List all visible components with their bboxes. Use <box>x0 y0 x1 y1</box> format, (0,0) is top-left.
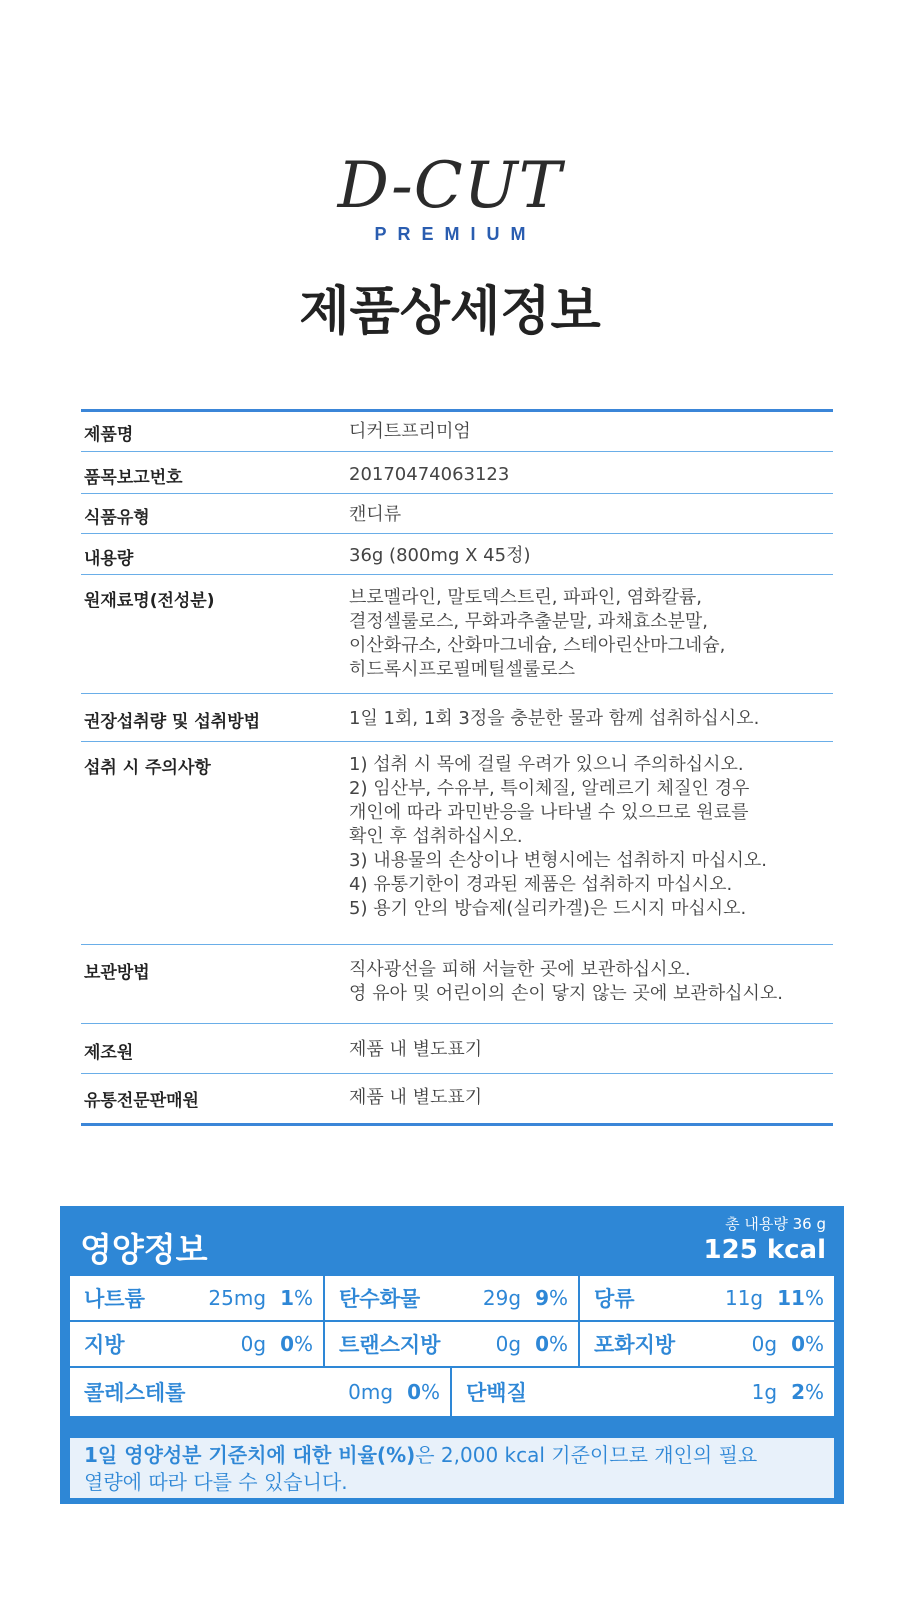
nutrient-name: 당류 <box>594 1287 635 1311</box>
info-row <box>81 1023 833 1073</box>
info-value-line: 직사광선을 피해 서늘한 곳에 보관하십시오. <box>349 959 691 980</box>
info-value-line: 4) 유통기한이 경과된 제품은 섭취하지 마십시오. <box>349 874 733 895</box>
info-label: 섭취 시 주의사항 <box>84 758 211 778</box>
nutrient-percent <box>791 1332 824 1356</box>
info-label: 유통전문판매원 <box>84 1091 199 1111</box>
nutrition-grid <box>70 1276 834 1416</box>
nutrient-percent <box>777 1286 824 1310</box>
nutrient-cell <box>580 1322 834 1366</box>
percent-value: 2 <box>791 1380 805 1404</box>
nutrition-row <box>70 1368 834 1416</box>
info-value-line: 1일 1회, 1회 3정을 충분한 물과 함께 섭취하십시오. <box>349 708 760 729</box>
footnote-rest-2: 열량에 따라 다를 수 있습니다. <box>84 1470 348 1494</box>
percent-unit: % <box>804 1332 824 1356</box>
info-label: 보관방법 <box>84 963 150 983</box>
info-value-line: 제품 내 별도표기 <box>349 1039 483 1060</box>
info-value-line: 제품 내 별도표기 <box>349 1087 483 1108</box>
info-row <box>81 741 833 944</box>
nutrition-row <box>70 1276 834 1322</box>
info-value-line: 결정셀룰로스, 무화과추출분말, 과채효소분말, <box>349 611 708 632</box>
info-row <box>81 412 833 451</box>
total-content: 총 내용량 36 g <box>725 1215 826 1233</box>
nutrient-amount: 0g <box>751 1332 778 1356</box>
percent-unit: % <box>293 1332 313 1356</box>
percent-unit: % <box>420 1380 440 1404</box>
info-value-line: 개인에 따라 과민반응을 나타낼 수 있으므로 원료를 <box>349 802 749 823</box>
info-label: 식품유형 <box>84 508 150 528</box>
percent-value: 0 <box>535 1332 549 1356</box>
nutrient-percent <box>407 1380 440 1404</box>
nutrient-amount: 25mg <box>208 1286 267 1310</box>
info-value <box>349 1086 833 1123</box>
info-value <box>349 586 833 693</box>
info-value <box>349 503 833 533</box>
nutrient-percent <box>791 1380 824 1404</box>
info-value-line: 브로멜라인, 말토덱스트린, 파파인, 염화칼륨, <box>349 587 703 608</box>
nutrition-title: 영양정보 <box>80 1230 208 1269</box>
info-value-line: 1) 섭취 시 목에 걸릴 우려가 있으니 주의하십시오. <box>349 754 744 775</box>
info-row <box>81 693 833 741</box>
nutrient-percent <box>280 1286 313 1310</box>
nutrient-percent <box>280 1332 313 1356</box>
info-value <box>349 463 833 493</box>
info-label: 원재료명(전성분) <box>84 591 215 611</box>
nutrient-cell <box>580 1276 834 1320</box>
footnote-rest: 은 2,000 kcal 기준이므로 개인의 필요 <box>415 1443 758 1467</box>
nutrient-cell <box>70 1276 325 1320</box>
info-value <box>349 420 833 451</box>
percent-unit: % <box>804 1286 824 1310</box>
logo-wordmark: D-CUT <box>337 149 563 223</box>
info-value-line: 디커트프리미엄 <box>349 421 471 442</box>
product-info-table <box>81 409 833 1126</box>
nutrient-percent <box>535 1332 568 1356</box>
info-row <box>81 533 833 574</box>
logo-subtitle: PREMIUM <box>374 224 537 244</box>
nutrient-amount: 1g <box>751 1380 778 1404</box>
percent-value: 9 <box>535 1286 549 1310</box>
info-value-line: 36g (800mg X 45정) <box>349 545 531 566</box>
info-value <box>349 1038 833 1073</box>
info-label: 내용량 <box>84 549 134 569</box>
info-value-line: 이산화규소, 산화마그네슘, 스테아린산마그네슘, <box>349 635 726 656</box>
nutrient-amount: 0mg <box>348 1380 394 1404</box>
nutrient-cell <box>325 1322 580 1366</box>
percent-unit: % <box>804 1380 824 1404</box>
info-label: 제품명 <box>84 425 134 445</box>
info-label: 품목보고번호 <box>84 468 183 488</box>
footnote-bold: 1일 영양성분 기준치에 대한 비율(%) <box>84 1443 416 1467</box>
nutrient-cell <box>70 1322 325 1366</box>
brand-logo <box>0 150 900 245</box>
info-value-line: 20170474063123 <box>349 464 510 485</box>
info-value-line: 확인 후 섭취하십시오. <box>349 826 523 847</box>
percent-unit: % <box>548 1286 568 1310</box>
info-label: 권장섭취량 및 섭취방법 <box>84 712 261 732</box>
nutrient-percent <box>535 1286 568 1310</box>
info-value-line: 3) 내용물의 손상이나 변형시에는 섭취하지 마십시오. <box>349 850 767 871</box>
nutrition-panel <box>60 1206 844 1504</box>
info-row <box>81 493 833 533</box>
nutrient-amount: 29g <box>482 1286 522 1310</box>
percent-value: 0 <box>280 1332 294 1356</box>
nutrient-name: 트랜스지방 <box>339 1333 441 1357</box>
percent-unit: % <box>293 1286 313 1310</box>
nutrient-name: 콜레스테롤 <box>84 1381 186 1405</box>
nutrient-amount: 0g <box>495 1332 522 1356</box>
total-kcal: 125 kcal <box>703 1235 826 1265</box>
info-row <box>81 944 833 1023</box>
percent-value: 0 <box>407 1380 421 1404</box>
info-label: 제조원 <box>84 1043 134 1063</box>
info-value <box>349 958 833 1023</box>
info-value-line: 캔디류 <box>349 504 402 525</box>
info-row <box>81 574 833 693</box>
info-value <box>349 753 833 944</box>
nutrient-amount: 11g <box>724 1286 764 1310</box>
nutrient-cell <box>452 1368 834 1416</box>
info-value-line: 2) 임산부, 수유부, 특이체질, 알레르기 체질인 경우 <box>349 778 750 799</box>
nutrient-cell <box>325 1276 580 1320</box>
info-value <box>349 544 833 574</box>
nutrient-name: 포화지방 <box>594 1333 676 1357</box>
percent-value: 11 <box>777 1286 805 1310</box>
percent-unit: % <box>548 1332 568 1356</box>
nutrient-name: 단백질 <box>466 1381 527 1405</box>
nutrition-row <box>70 1322 834 1368</box>
info-value <box>349 707 833 741</box>
info-row <box>81 1073 833 1123</box>
info-value-line: 히드록시프로필메틸셀룰로스 <box>349 659 576 680</box>
info-value-line: 영 유아 및 어린이의 손이 닿지 않는 곳에 보관하십시오. <box>349 983 784 1004</box>
nutrient-name: 탄수화물 <box>339 1287 421 1311</box>
percent-value: 0 <box>791 1332 805 1356</box>
nutrient-amount: 0g <box>240 1332 267 1356</box>
nutrient-name: 나트륨 <box>84 1287 145 1311</box>
percent-value: 1 <box>280 1286 294 1310</box>
nutrition-total <box>704 1214 826 1266</box>
nutrient-cell <box>70 1368 452 1416</box>
nutrient-name: 지방 <box>84 1333 125 1357</box>
page-title: 제품상세정보 <box>299 282 601 342</box>
info-value-line: 5) 용기 안의 방습제(실리카겔)은 드시지 마십시오. <box>349 898 747 919</box>
info-row <box>81 451 833 493</box>
nutrition-footnote <box>70 1438 834 1498</box>
